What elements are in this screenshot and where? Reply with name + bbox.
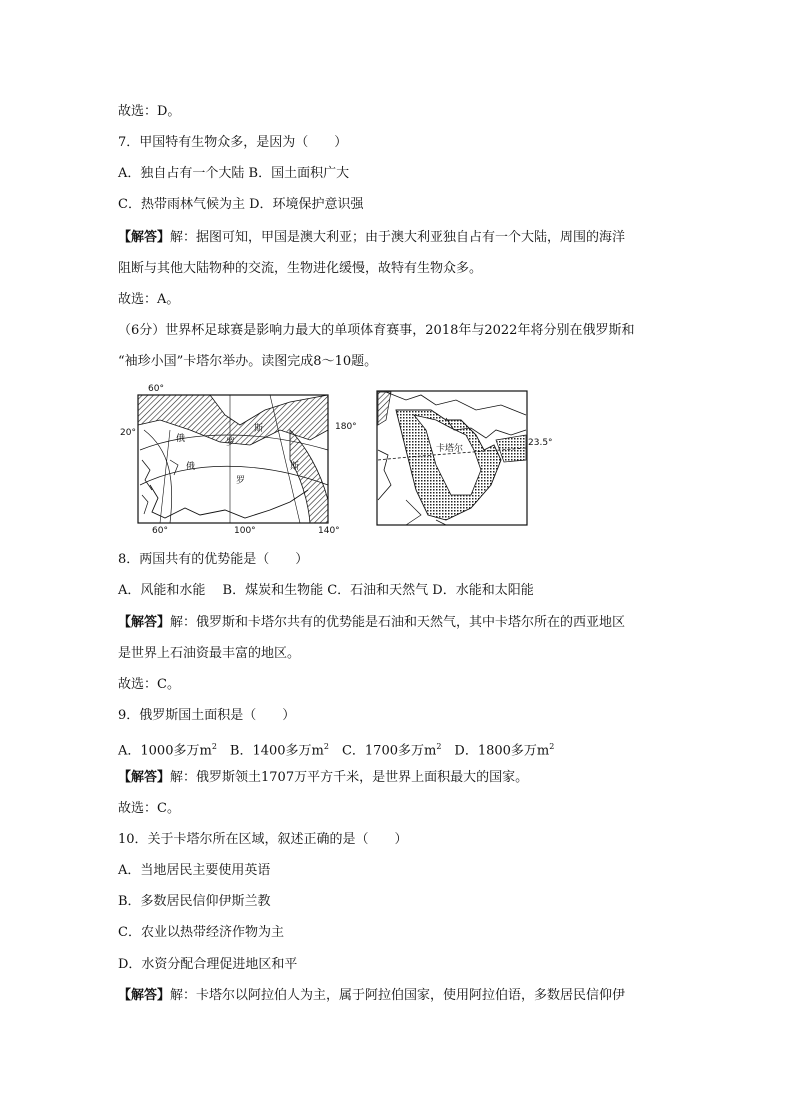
qatar-label: 卡塔尔 <box>436 444 464 454</box>
question-8-options: A．风能和水能 B．煤炭和生物能 C．石油和天然气 D．水能和太阳能 <box>118 583 534 598</box>
option-10-d: D．水资分配合理促进地区和平 <box>118 957 298 972</box>
choice-7: 故选：A。 <box>118 292 180 307</box>
answer-text: 解：俄罗斯领土1707万平方千米，是世界上面积最大的国家。 <box>170 770 529 785</box>
answer-tag: 【解答】 <box>118 988 171 1003</box>
russia-map <box>130 390 332 528</box>
question-10: 10．关于卡塔尔所在区域，叙述正确的是（ ） <box>118 832 408 847</box>
answer-9 <box>118 768 528 788</box>
sup-b: 2 <box>323 742 329 751</box>
answer-10 <box>118 986 625 1006</box>
sup-c: 2 <box>436 742 442 751</box>
option-10-c: C．农业以热带经济作物为主 <box>118 925 284 940</box>
country-label-si: 斯 <box>254 424 264 434</box>
lon-60-label: 60° <box>152 526 168 536</box>
qatar-map <box>376 390 528 528</box>
answer-text: 解：卡塔尔以阿拉伯人为主，属于阿拉伯国家，使用阿拉伯语，多数居民信仰伊 <box>170 988 626 1003</box>
question-7: 7．甲国特有生物众多，是因为（ ） <box>118 135 348 150</box>
question-9-options <box>118 737 554 761</box>
option-10-b: B．多数居民信仰伊斯兰教 <box>118 894 271 909</box>
country-label-si-2: 斯 <box>290 462 300 472</box>
country-label-e-2: 俄 <box>186 462 196 472</box>
choice-8: 故选：C。 <box>118 677 180 692</box>
maps-figure <box>120 384 553 536</box>
answer-text: 解：俄罗斯和卡塔尔共有的优势能是石油和天然气，其中卡塔尔所在的西亚地区 <box>170 615 626 630</box>
intro-text-cont: “袖珍小国”卡塔尔举办。读图完成8～10题。 <box>118 354 378 369</box>
country-label-e: 俄 <box>176 434 186 444</box>
line-1: 故选：D。 <box>118 104 181 119</box>
question-9: 9．俄罗斯国土面积是（ ） <box>118 708 296 723</box>
option-d: D．1800多万m <box>441 743 550 759</box>
sup-a: 2 <box>211 742 217 751</box>
answer-tag: 【解答】 <box>118 770 171 785</box>
choice-9: 故选：C。 <box>118 801 180 816</box>
answer-8 <box>118 613 625 633</box>
answer-7 <box>118 228 625 248</box>
country-label-luo-2: 罗 <box>236 476 246 486</box>
question-8: 8．两国共有的优势能是（ ） <box>118 552 309 567</box>
question-7-options-ab: A．独自占有一个大陆 B．国土面积广大 <box>118 166 350 181</box>
answer-text: 解：据图可知，甲国是澳大利亚；由于澳大利亚独自占有一个大陆，周围的海洋 <box>170 230 626 245</box>
intro-text: （6分）世界杯足球赛是影响力最大的单项体育赛事，2018年与2022年将分别在俄罗斯和 <box>118 323 635 338</box>
option-c: C．1700多万m <box>328 743 437 759</box>
tropic-label: 23.5° <box>528 438 553 448</box>
answer-8-cont: 是世界上石油资最丰富的地区。 <box>118 646 301 661</box>
option-10-a: A．当地居民主要使用英语 <box>118 863 271 878</box>
lon-140-label: 140° <box>318 526 340 536</box>
lon-100-label: 100° <box>234 526 256 536</box>
answer-tag: 【解答】 <box>118 615 171 630</box>
option-a: A．1000多万m <box>118 743 212 759</box>
answer-7-cont: 阻断与其他大陆物种的交流，生物进化缓慢，故特有生物众多。 <box>118 261 483 276</box>
lat-20-label: 20° <box>120 428 136 438</box>
country-label-luo: 罗 <box>226 438 236 448</box>
lat-60-label: 60° <box>148 384 164 394</box>
answer-tag: 【解答】 <box>118 230 171 245</box>
question-7-options-cd: C．热带雨林气候为主 D．环境保护意识强 <box>118 197 364 212</box>
sup-d: 2 <box>549 742 555 751</box>
lon-180-label: 180° <box>335 422 357 432</box>
option-b: B．1400多万m <box>216 743 324 759</box>
